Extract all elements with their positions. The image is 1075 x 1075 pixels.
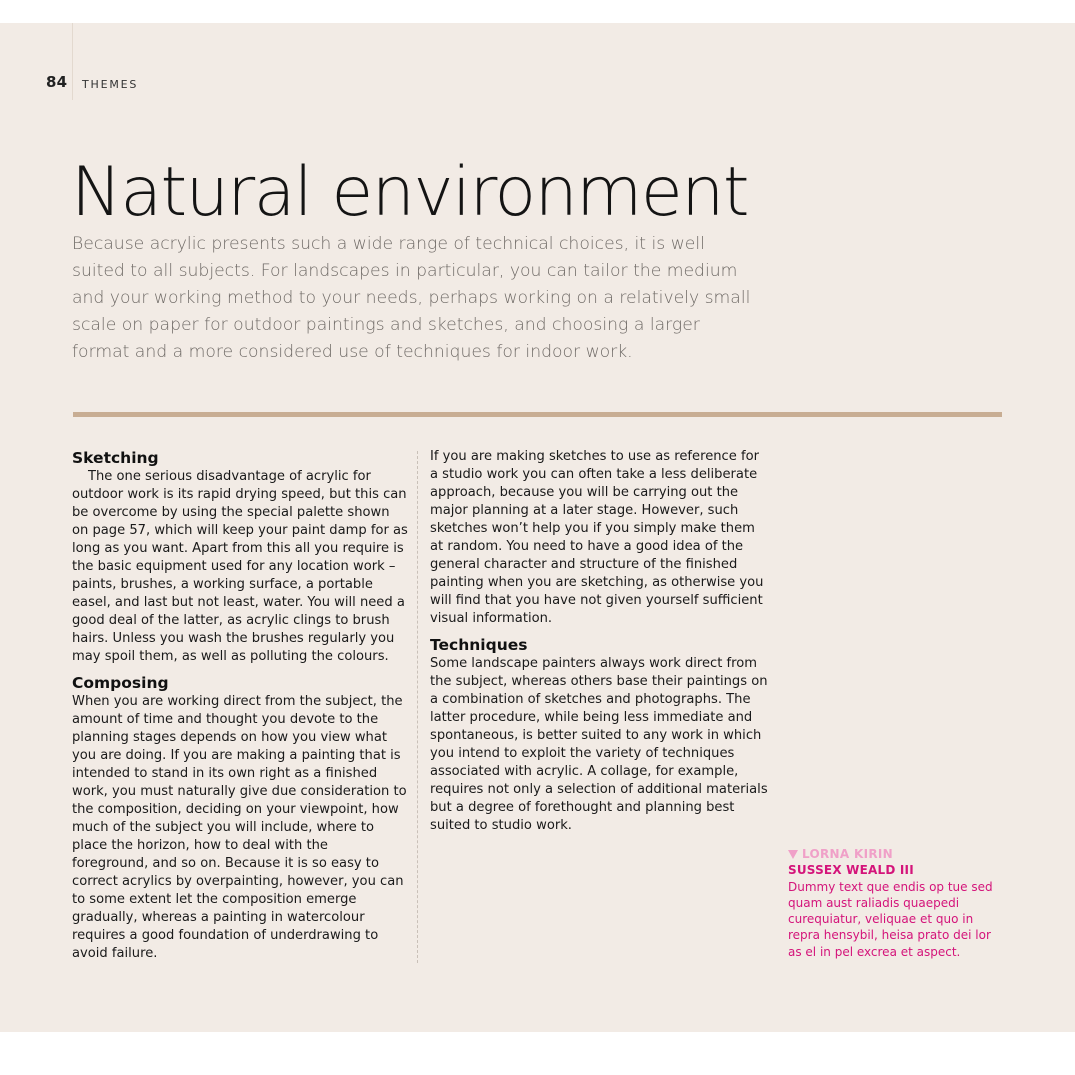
column-separator	[417, 451, 418, 963]
section-label: THEMES	[82, 78, 139, 91]
intro-paragraph: Because acrylic presents such a wide range of technical choices, it is well suited to all subjects. For landscapes in particular, you can tailor the medium and your working method to your needs, perhaps working on a relatively small scale on paper for outdoor paintings and sketches, and choosing a larger format and a more considered use of techniques for indoor work.	[72, 234, 751, 362]
caption-artist-line	[788, 846, 1003, 862]
page-title: Natural environment	[71, 153, 748, 232]
section-divider	[73, 412, 1002, 417]
middle-column	[430, 448, 770, 842]
page-number: 84	[46, 73, 68, 91]
caption-artist: LORNA KIRIN	[802, 847, 893, 861]
techniques-heading: Techniques	[430, 636, 528, 654]
composing-heading: Composing	[72, 674, 169, 692]
left-column	[72, 448, 408, 970]
composing-body: When you are working direct from the subject, the amount of time and thought you devote to the planning stages depends on how you view what you are doing. If you are making a painting that is intended to stand in its own right as a finished work, you must naturally give due consideration to the composition, deciding on your viewpoint, how much of the subject you will include, where to place the horizon, how to deal with the foreground, and so on. Because it is so easy to correct acrylics by overpainting, however, you can to some extent let the composition emerge gradually, whereas a painting in watercolour requires a good foundation of underdrawing to avoid failure.	[72, 694, 407, 961]
page	[0, 23, 1075, 1032]
folio-rule	[72, 23, 73, 100]
caption-body: Dummy text que endis op tue sed quam aust raliadis quaepedi curequiatur, veliquae et quo in repra hensybil, heisa prato dei lor as el in pel excrea et aspect.	[788, 879, 993, 959]
reference-body: If you are making sketches to use as reference for a studio work you can often take a less deliberate approach, because you will be carrying out the major planning at a later stage. However, such sketches won’t help you if you simply make them at random. You need to have a good idea of the general character and structure of the finished painting when you are sketching, as otherwise you will find that you have not given yourself sufficient visual information.	[430, 449, 764, 626]
sketching-heading: Sketching	[72, 449, 159, 467]
sketching-body: The one serious disadvantage of acrylic for outdoor work is its rapid drying speed, but this can be overcome by using the special palette shown on page 57, which will keep your paint damp for as long as you want. Apart from this all you require is the basic equipment used for any location work – paints, brushes, a working surface, a portable easel, and last but not least, water. You will need a good deal of the latter, as acrylic clings to brush hairs. Unless you wash the brushes regularly you may spoil them, as well as polluting the colours.	[72, 469, 408, 664]
image-caption	[788, 846, 1003, 960]
caption-title: SUSSEX WEALD III	[788, 863, 914, 878]
down-triangle-icon	[788, 850, 798, 859]
techniques-body: Some landscape painters always work direct from the subject, whereas others base their paintings on a combination of sketches and photographs. The latter procedure, while being less immediate and spontaneous, is better suited to any work in which you intend to exploit the variety of techniques associated with acrylic. A collage, for example, requires not only a selection of additional materials but a degree of forethought and planning best suited to studio work.	[430, 656, 768, 833]
